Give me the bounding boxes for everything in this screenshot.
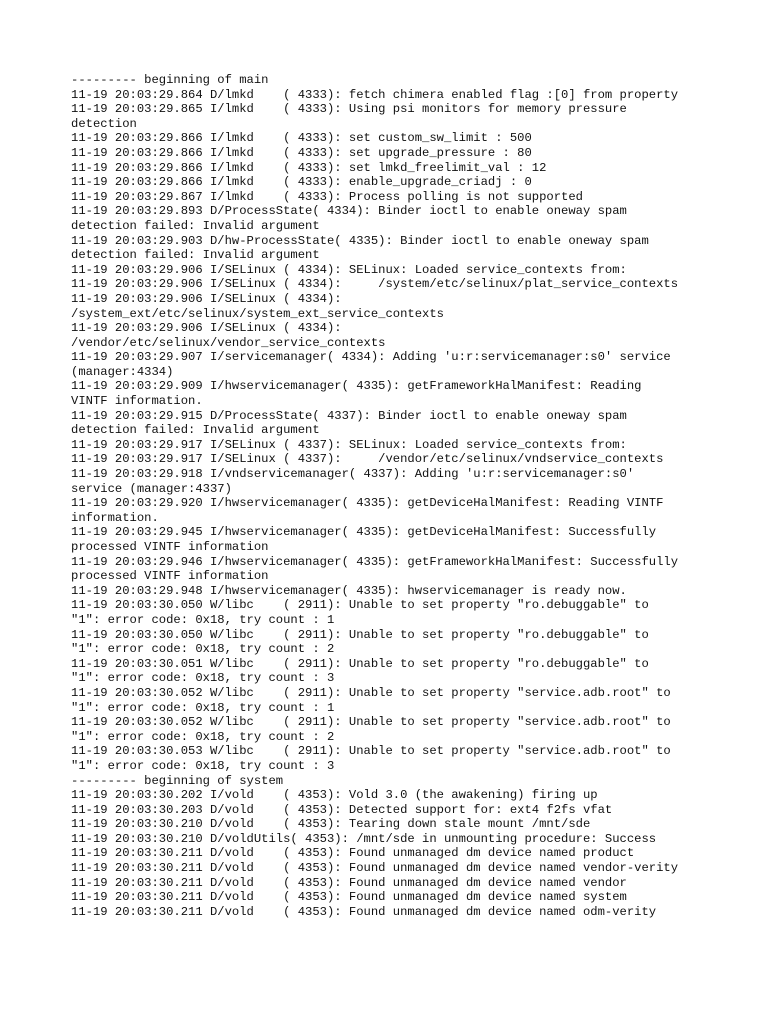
log-line: 11-19 20:03:29.864 D/lmkd ( 4333): fetch chimera enabled flag :[0] from property <box>71 87 679 102</box>
log-line: "1": error code: 0x18, try count : 1 <box>71 700 335 715</box>
log-line: 11-19 20:03:29.903 D/hw-ProcessState( 4335): Binder ioctl to enable oneway spam <box>71 233 649 248</box>
log-line: 11-19 20:03:30.050 W/libc ( 2911): Unable to set property "ro.debuggable" to <box>71 627 649 642</box>
log-line: 11-19 20:03:29.948 I/hwservicemanager( 4335): hwservicemanager is ready now. <box>71 583 627 598</box>
log-line: service (manager:4337) <box>71 481 232 496</box>
log-line: 11-19 20:03:30.052 W/libc ( 2911): Unable to set property "service.adb.root" to <box>71 715 671 730</box>
log-line: information. <box>71 510 159 525</box>
log-line: 11-19 20:03:29.906 I/SELinux ( 4334): <box>71 321 342 336</box>
log-line: 11-19 20:03:29.915 D/ProcessState( 4337): Binder ioctl to enable oneway spam <box>71 408 627 423</box>
log-line: "1": error code: 0x18, try count : 1 <box>71 612 335 627</box>
log-line: 11-19 20:03:29.946 I/hwservicemanager( 4335): getFrameworkHalManifest: Successfully <box>71 554 679 569</box>
log-line: 11-19 20:03:30.052 W/libc ( 2911): Unable to set property "service.adb.root" to <box>71 685 671 700</box>
log-line: 11-19 20:03:30.211 D/vold ( 4353): Found unmanaged dm device named vendor-verity <box>71 861 679 876</box>
log-line: processed VINTF information <box>71 569 269 584</box>
log-line: 11-19 20:03:29.866 I/lmkd ( 4333): enable_upgrade_criadj : 0 <box>71 175 532 190</box>
log-line: --------- beginning of system <box>71 773 284 788</box>
log-line: 11-19 20:03:29.920 I/hwservicemanager( 4335): getDeviceHalManifest: Reading VINTF <box>71 496 664 511</box>
log-line: 11-19 20:03:30.202 I/vold ( 4353): Vold 3.0 (the awakening) firing up <box>71 788 598 803</box>
log-line: 11-19 20:03:29.907 I/servicemanager( 4334): Adding 'u:r:servicemanager:s0' service <box>71 350 671 365</box>
log-line: 11-19 20:03:29.917 I/SELinux ( 4337): SELinux: Loaded service_contexts from: <box>71 437 627 452</box>
log-line: 11-19 20:03:29.866 I/lmkd ( 4333): set upgrade_pressure : 80 <box>71 145 532 160</box>
log-line: 11-19 20:03:29.909 I/hwservicemanager( 4335): getFrameworkHalManifest: Reading <box>71 379 642 394</box>
log-line: 11-19 20:03:29.917 I/SELinux ( 4337): /vendor/etc/selinux/vndservice_contexts <box>71 452 664 467</box>
log-line: 11-19 20:03:29.918 I/vndservicemanager( 4337): Adding 'u:r:servicemanager:s0' <box>71 467 635 482</box>
log-line: 11-19 20:03:30.211 D/vold ( 4353): Found unmanaged dm device named vendor <box>71 875 627 890</box>
log-line: --------- beginning of main <box>71 73 269 87</box>
log-line: /system_ext/etc/selinux/system_ext_service_contexts <box>71 306 444 321</box>
log-line: 11-19 20:03:30.053 W/libc ( 2911): Unable to set property "service.adb.root" to <box>71 744 671 759</box>
log-line: 11-19 20:03:29.866 I/lmkd ( 4333): set lmkd_freelimit_val : 12 <box>71 160 547 175</box>
log-line: detection failed: Invalid argument <box>71 423 320 438</box>
log-line: 11-19 20:03:30.210 D/vold ( 4353): Tearing down stale mount /mnt/sde <box>71 817 591 832</box>
log-line: (manager:4334) <box>71 364 174 379</box>
log-line: 11-19 20:03:30.210 D/voldUtils( 4353): /mnt/sde in unmounting procedure: Success <box>71 831 657 846</box>
log-line: 11-19 20:03:29.906 I/SELinux ( 4334): SELinux: Loaded service_contexts from: <box>71 262 627 277</box>
log-line: detection <box>71 116 137 131</box>
log-line: detection failed: Invalid argument <box>71 218 320 233</box>
log-line: /vendor/etc/selinux/vendor_service_contexts <box>71 335 386 350</box>
log-line: 11-19 20:03:29.865 I/lmkd ( 4333): Using psi monitors for memory pressure <box>71 102 627 117</box>
log-line: processed VINTF information <box>71 540 269 554</box>
log-line: 11-19 20:03:30.050 W/libc ( 2911): Unable to set property "ro.debuggable" to <box>71 598 649 613</box>
log-line: 11-19 20:03:29.906 I/SELinux ( 4334): <box>71 291 342 306</box>
log-line: "1": error code: 0x18, try count : 2 <box>71 642 335 657</box>
log-document <box>71 73 711 919</box>
log-line: VINTF information. <box>71 394 203 409</box>
log-line: "1": error code: 0x18, try count : 2 <box>71 729 335 744</box>
log-line: 11-19 20:03:29.893 D/ProcessState( 4334): Binder ioctl to enable oneway spam <box>71 204 627 219</box>
log-line: detection failed: Invalid argument <box>71 248 320 263</box>
log-line: 11-19 20:03:30.051 W/libc ( 2911): Unable to set property "ro.debuggable" to <box>71 656 649 671</box>
log-line: 11-19 20:03:29.866 I/lmkd ( 4333): set custom_sw_limit : 500 <box>71 131 532 146</box>
log-line: 11-19 20:03:30.211 D/vold ( 4353): Found unmanaged dm device named product <box>71 846 635 861</box>
log-line: 11-19 20:03:29.906 I/SELinux ( 4334): /system/etc/selinux/plat_service_contexts <box>71 277 679 292</box>
log-line: "1": error code: 0x18, try count : 3 <box>71 671 335 686</box>
log-line: 11-19 20:03:30.203 D/vold ( 4353): Detected support for: ext4 f2fs vfat <box>71 802 613 817</box>
log-line: 11-19 20:03:29.867 I/lmkd ( 4333): Process polling is not supported <box>71 189 583 204</box>
log-line: 11-19 20:03:30.211 D/vold ( 4353): Found unmanaged dm device named system <box>71 890 627 905</box>
log-line: 11-19 20:03:30.211 D/vold ( 4353): Found unmanaged dm device named odm-verity <box>71 904 657 919</box>
log-line: "1": error code: 0x18, try count : 3 <box>71 758 335 773</box>
log-line: 11-19 20:03:29.945 I/hwservicemanager( 4335): getDeviceHalManifest: Successfully <box>71 525 657 540</box>
